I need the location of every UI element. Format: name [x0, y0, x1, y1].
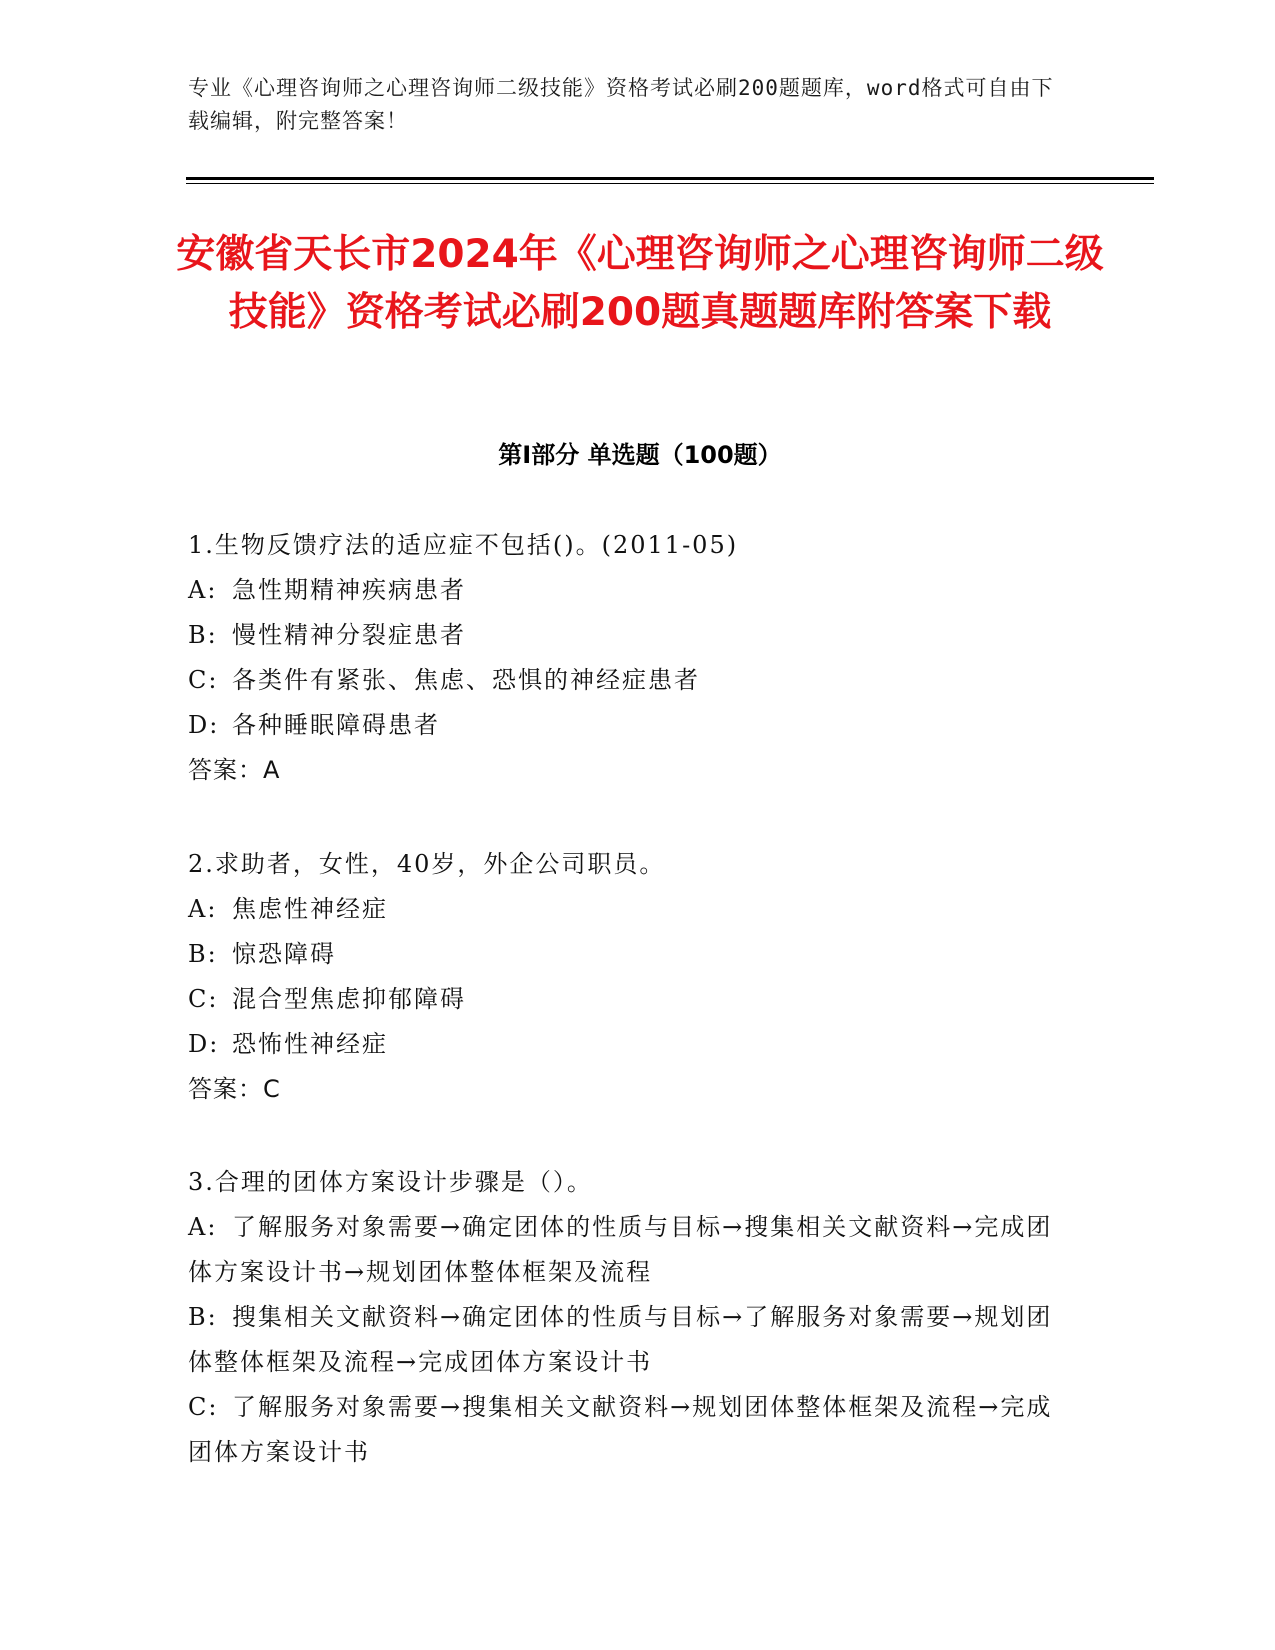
option-b: [188, 1295, 1058, 1385]
option-letter: D:: [188, 1030, 220, 1058]
option-c: [188, 1385, 1058, 1475]
option-a: [188, 568, 1088, 613]
section-heading: 第Ⅰ部分 单选题（100题）: [498, 441, 782, 469]
option-letter: C:: [188, 666, 219, 694]
option-text: 各类件有紧张、焦虑、恐惧的神经症患者: [232, 666, 700, 694]
question-stem: 1.生物反馈疗法的适应症不包括()。(2011-05): [188, 531, 739, 559]
option-letter: A:: [188, 895, 218, 923]
option-a: [188, 887, 1088, 932]
question-1: [188, 523, 1088, 793]
answer: 答案：C: [188, 1075, 281, 1103]
option-text: 慢性精神分裂症患者: [232, 621, 466, 649]
option-letter: C:: [188, 985, 219, 1013]
header-rule-thin: [186, 183, 1154, 184]
option-letter: B:: [188, 621, 218, 649]
option-text: 混合型焦虑抑郁障碍: [232, 985, 466, 1013]
option-text: 焦虑性神经症: [232, 895, 388, 923]
option-letter: C:: [188, 1393, 219, 1421]
answer: 答案：A: [188, 756, 281, 784]
option-d: [188, 703, 1088, 748]
option-a: [188, 1205, 1058, 1295]
header-note: 专业《心理咨询师之心理咨询师二级技能》资格考试必刷200题题库，word格式可自由下载编辑，附完整答案！: [188, 76, 1054, 133]
option-text: 恐怖性神经症: [232, 1030, 388, 1058]
option-text: 了解服务对象需要→确定团体的性质与目标→搜集相关文献资料→完成团体方案设计书→规划团体整体框架及流程: [188, 1213, 1053, 1286]
option-text: 急性期精神疾病患者: [232, 576, 466, 604]
document-title: 安徽省天长市2024年《心理咨询师之心理咨询师二级技能》资格考试必刷200题真题题库附答案下载: [176, 232, 1104, 335]
option-letter: B:: [188, 940, 218, 968]
option-letter: B:: [188, 1303, 218, 1331]
option-text: 惊恐障碍: [232, 940, 336, 968]
question-3: [188, 1160, 1088, 1475]
option-text: 搜集相关文献资料→确定团体的性质与目标→了解服务对象需要→规划团体整体框架及流程→完成团体方案设计书: [188, 1303, 1053, 1376]
option-letter: A:: [188, 576, 218, 604]
question-2: [188, 842, 1088, 1112]
option-letter: A:: [188, 1213, 218, 1241]
option-letter: D:: [188, 711, 220, 739]
option-text: 各种睡眠障碍患者: [232, 711, 440, 739]
option-b: [188, 613, 1088, 658]
option-b: [188, 932, 1088, 977]
header-rule-thick: [186, 177, 1154, 180]
question-stem: 2.求助者，女性，40岁，外企公司职员。: [188, 850, 666, 878]
option-c: [188, 977, 1088, 1022]
option-c: [188, 658, 1088, 703]
option-d: [188, 1022, 1088, 1067]
question-stem: 3.合理的团体方案设计步骤是（）。: [188, 1168, 593, 1196]
option-text: 了解服务对象需要→搜集相关文献资料→规划团体整体框架及流程→完成团体方案设计书: [188, 1393, 1053, 1466]
